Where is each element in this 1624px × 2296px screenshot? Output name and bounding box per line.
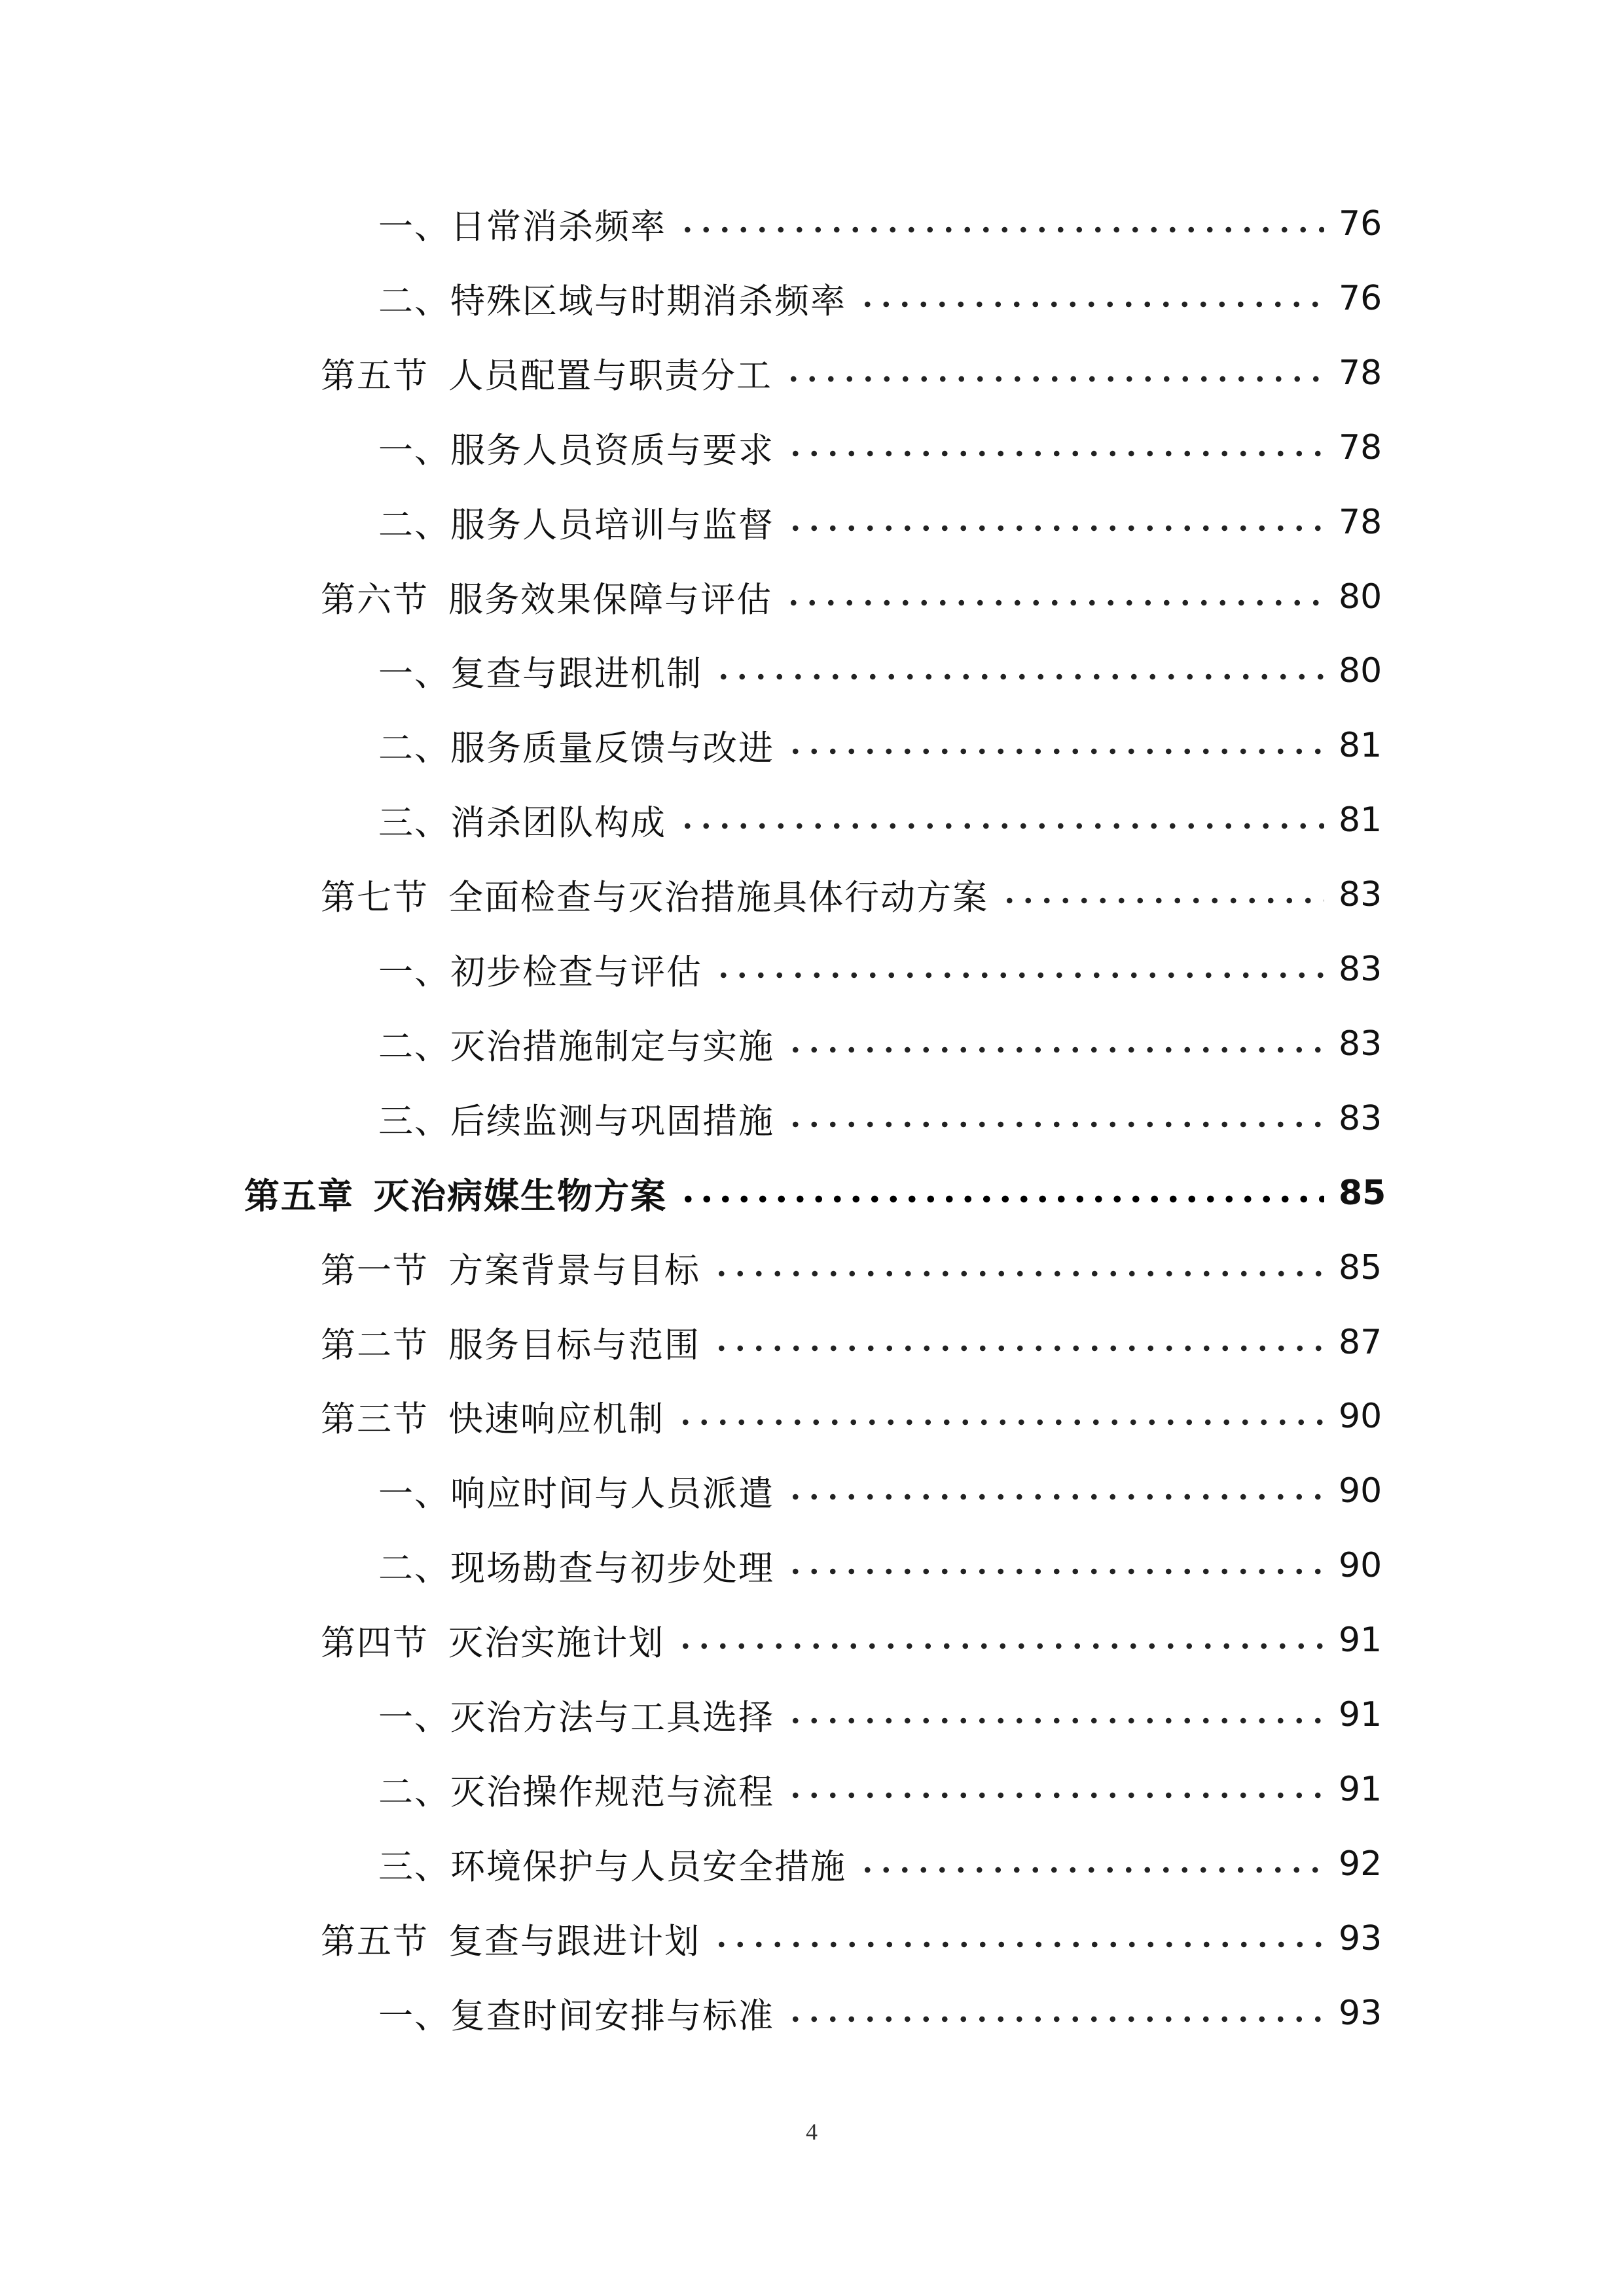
toc-entry-number: 第五章 — [244, 1174, 354, 1217]
toc-entry-title: 环境保护与人员安全措施 — [450, 1847, 846, 1887]
toc-entry-title: 全面检查与灭治措施具体行动方案 — [448, 878, 988, 918]
toc-entry-title: 灭治实施计划 — [448, 1623, 664, 1663]
toc-entry-page-number: 83 — [1339, 1099, 1382, 1138]
toc-entry-title: 灭治方法与工具选择 — [450, 1698, 774, 1738]
toc-entry-title: 服务质量反馈与改进 — [450, 728, 774, 768]
dot-leader — [858, 300, 1324, 308]
dot-leader — [784, 599, 1324, 607]
toc-entry-title: 灭治病媒生物方案 — [374, 1174, 667, 1217]
toc-entry-number: 第六节 — [321, 580, 429, 620]
toc-subsection-entry[interactable] — [378, 1835, 1380, 1893]
dot-leader — [712, 1941, 1324, 1948]
toc-entry-number: 一、 — [378, 431, 450, 471]
toc-entry-number: 二、 — [378, 1772, 450, 1812]
toc-entry-number: 三、 — [378, 803, 450, 843]
toc-entry-number: 第二节 — [321, 1325, 429, 1365]
dot-leader — [786, 1791, 1324, 1799]
toc-subsection-entry[interactable] — [378, 1984, 1380, 2043]
toc-entry-page-number: 93 — [1339, 1919, 1382, 1958]
toc-entry-page-number: 80 — [1339, 651, 1382, 691]
toc-entry-page-number: 93 — [1339, 1994, 1382, 2033]
dot-leader — [676, 1642, 1324, 1650]
toc-entry-page-number: 80 — [1339, 577, 1382, 617]
toc-entry-number: 二、 — [378, 728, 450, 768]
toc-entry-page-number: 87 — [1339, 1323, 1382, 1362]
toc-entry-number: 第五节 — [321, 1922, 429, 1962]
toc-section-entry[interactable] — [321, 865, 1380, 924]
toc-entry-title: 特殊区域与时期消杀频率 — [450, 281, 846, 321]
toc-entry-page-number: 85 — [1339, 1174, 1386, 1213]
toc-subsection-entry[interactable] — [378, 1462, 1380, 1520]
toc-entry-number: 第五节 — [321, 356, 429, 396]
toc-entry-page-number: 83 — [1339, 950, 1382, 989]
dot-leader — [1000, 897, 1324, 905]
toc-entry-number: 一、 — [378, 1474, 450, 1514]
toc-subsection-entry[interactable] — [378, 418, 1380, 477]
toc-subsection-entry[interactable] — [378, 791, 1380, 850]
dot-leader — [786, 1121, 1324, 1128]
toc-section-entry[interactable] — [321, 1387, 1380, 1446]
toc-entry-number: 一、 — [378, 654, 450, 694]
dot-leader — [712, 1270, 1324, 1278]
dot-leader — [786, 524, 1324, 532]
toc-subsection-entry[interactable] — [378, 1685, 1380, 1744]
toc-entry-title: 服务人员培训与监督 — [450, 505, 774, 545]
toc-section-entry[interactable] — [321, 344, 1380, 403]
toc-entry-page-number: 81 — [1339, 800, 1382, 840]
toc-entry-page-number: 85 — [1339, 1248, 1382, 1287]
toc-entry-title: 灭治操作规范与流程 — [450, 1772, 774, 1812]
toc-subsection-entry[interactable] — [378, 194, 1380, 253]
dot-leader — [786, 1568, 1324, 1575]
toc-subsection-entry[interactable] — [378, 493, 1380, 552]
dot-leader — [678, 226, 1324, 234]
toc-entry-number: 二、 — [378, 281, 450, 321]
toc-subsection-entry[interactable] — [378, 1014, 1380, 1073]
toc-entry-page-number: 90 — [1339, 1471, 1382, 1511]
dot-leader — [784, 375, 1324, 383]
toc-entry-number: 三、 — [378, 1102, 450, 1141]
toc-entry-number: 一、 — [378, 207, 450, 247]
toc-entry-page-number: 91 — [1339, 1770, 1382, 1809]
toc-entry-page-number: 76 — [1339, 204, 1382, 243]
toc-entry-number: 三、 — [378, 1847, 450, 1887]
toc-entry-page-number: 83 — [1339, 875, 1382, 914]
dot-leader — [786, 450, 1324, 457]
dot-leader — [786, 1717, 1324, 1725]
toc-subsection-entry[interactable] — [378, 269, 1380, 328]
dot-leader — [786, 747, 1324, 755]
dot-leader — [714, 673, 1324, 681]
toc-section-entry[interactable] — [321, 1611, 1380, 1670]
toc-entry-page-number: 92 — [1339, 1844, 1382, 1884]
toc-entry-page-number: 91 — [1339, 1621, 1382, 1660]
toc-entry-page-number: 76 — [1339, 279, 1382, 318]
toc-entry-title: 复查与跟进计划 — [448, 1922, 700, 1962]
toc-entry-title: 响应时间与人员派遣 — [450, 1474, 774, 1514]
toc-entry-title: 服务效果保障与评估 — [448, 580, 772, 620]
dot-leader — [676, 1418, 1324, 1426]
toc-subsection-entry[interactable] — [378, 940, 1380, 999]
toc-section-entry[interactable] — [321, 1909, 1380, 1968]
toc-entry-number: 二、 — [378, 1027, 450, 1067]
toc-entry-title: 消杀团队构成 — [450, 803, 666, 843]
toc-subsection-entry[interactable] — [378, 1536, 1380, 1595]
toc-entry-title: 复查与跟进机制 — [450, 654, 702, 694]
dot-leader — [679, 1195, 1324, 1203]
dot-leader — [678, 822, 1324, 830]
toc-section-entry[interactable] — [321, 567, 1380, 626]
toc-entry-page-number: 78 — [1339, 428, 1382, 467]
toc-entry-title: 服务人员资质与要求 — [450, 431, 774, 471]
dot-leader — [858, 1866, 1324, 1874]
dot-leader — [712, 1344, 1324, 1352]
toc-entry-number: 第四节 — [321, 1623, 429, 1663]
toc-subsection-entry[interactable] — [378, 1760, 1380, 1819]
toc-subsection-entry[interactable] — [378, 641, 1380, 700]
toc-entry-page-number: 90 — [1339, 1397, 1382, 1436]
toc-section-entry[interactable] — [321, 1313, 1380, 1372]
toc-entry-number: 一、 — [378, 1698, 450, 1738]
toc-entry-title: 方案背景与目标 — [448, 1251, 700, 1291]
toc-chapter-entry[interactable] — [244, 1164, 1386, 1223]
toc-entry-title: 服务目标与范围 — [448, 1325, 700, 1365]
toc-entry-title: 日常消杀频率 — [450, 207, 666, 247]
toc-subsection-entry[interactable] — [378, 1089, 1380, 1148]
toc-entry-title: 后续监测与巩固措施 — [450, 1102, 774, 1141]
toc-entry-page-number: 78 — [1339, 353, 1382, 393]
toc-entry-number: 第一节 — [321, 1251, 429, 1291]
dot-leader — [786, 1046, 1324, 1054]
toc-entry-title: 复查时间安排与标准 — [450, 1996, 774, 2036]
toc-entry-number: 第三节 — [321, 1399, 429, 1439]
page-number: 4 — [806, 2119, 818, 2145]
toc-entry-page-number: 83 — [1339, 1024, 1382, 1064]
toc-entry-page-number: 90 — [1339, 1546, 1382, 1585]
toc-entry-title: 灭治措施制定与实施 — [450, 1027, 774, 1067]
toc-entry-page-number: 78 — [1339, 503, 1382, 542]
toc-entry-number: 二、 — [378, 1549, 450, 1588]
toc-entry-title: 人员配置与职责分工 — [448, 356, 772, 396]
dot-leader — [786, 1493, 1324, 1501]
dot-leader — [714, 971, 1324, 979]
toc-entry-title: 现场勘查与初步处理 — [450, 1549, 774, 1588]
toc-entry-number: 二、 — [378, 505, 450, 545]
toc-entry-number: 第七节 — [321, 878, 429, 918]
toc-entry-number: 一、 — [378, 1996, 450, 2036]
toc-entry-number: 一、 — [378, 952, 450, 992]
toc-entry-page-number: 81 — [1339, 726, 1382, 765]
toc-subsection-entry[interactable] — [378, 716, 1380, 775]
toc-entry-page-number: 91 — [1339, 1695, 1382, 1734]
dot-leader — [786, 2015, 1324, 2023]
toc-section-entry[interactable] — [321, 1238, 1380, 1297]
toc-entry-title: 快速响应机制 — [448, 1399, 664, 1439]
toc-entry-title: 初步检查与评估 — [450, 952, 702, 992]
